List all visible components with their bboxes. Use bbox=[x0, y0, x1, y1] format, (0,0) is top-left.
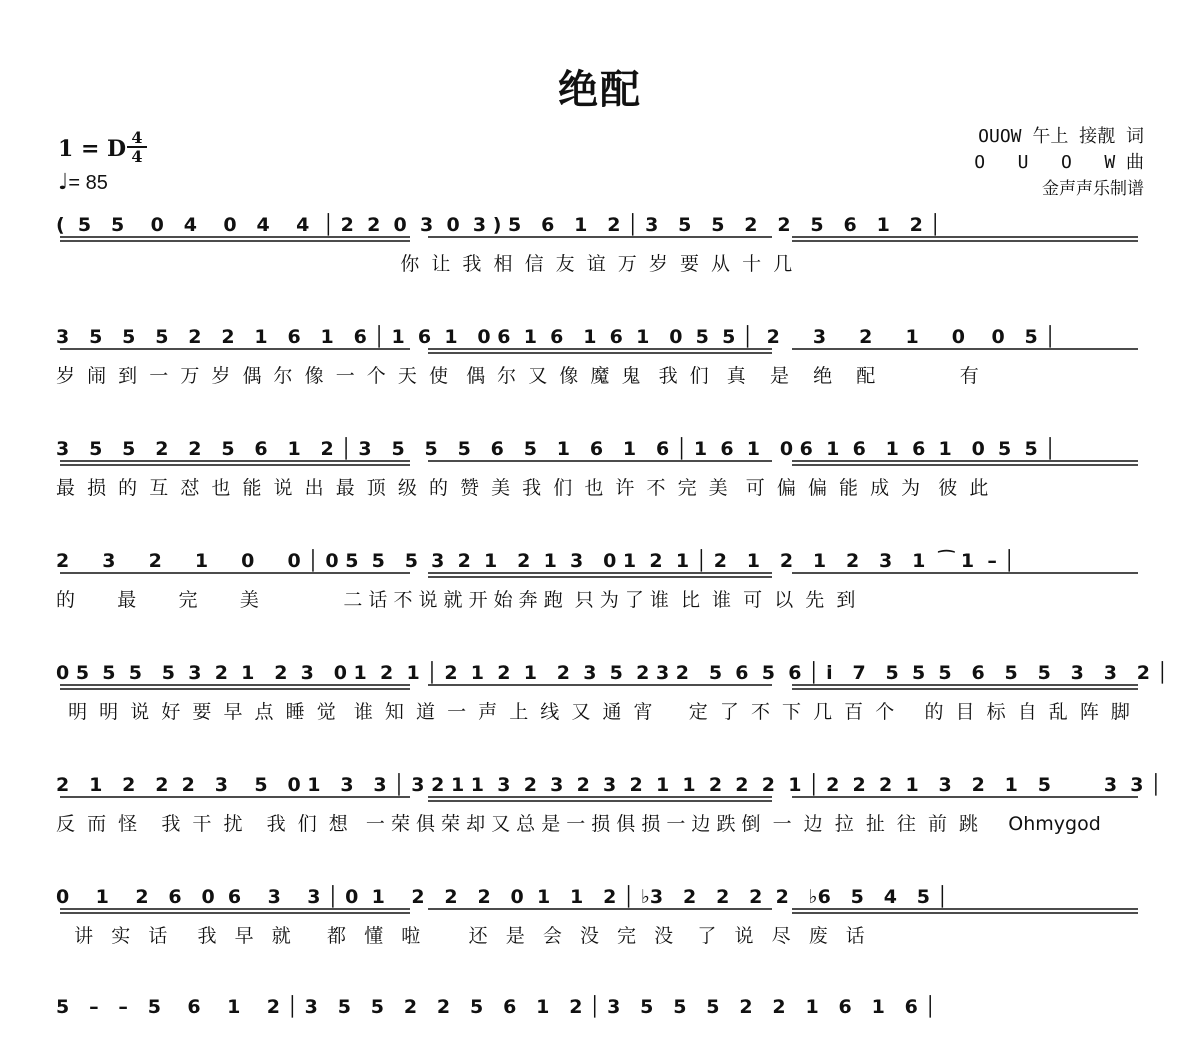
notation-line: 0 1 2 6 0 6 3 3 │ 0 1 2 2 2 0 1 1 2 │ ♭3 2 2 2 2 ♭6 5 4 5 │ bbox=[56, 886, 949, 908]
lyrics-line: 反 而 怪 我 干 扰 我 们 想 一 荣 俱 荣 却 又 总 是 一 损 俱 损 一 边 跌 倒 一 边 拉 扯 往 前 跳 Ohmygod bbox=[56, 813, 1101, 835]
notation-line: ( 5 5 0 4 0 4 4 │ 2 2 0 3 0 3 ) 5 6 1 2 │ 3 5 5 2 2 5 6 1 2 │ bbox=[56, 214, 941, 236]
quarter-note-icon: ♩ bbox=[58, 170, 69, 195]
lyrics-line: 最 损 的 互 怼 也 能 说 出 最 顶 级 的 赞 美 我 们 也 许 不 完 美 可 偏 偏 能 成 为 彼 此 bbox=[56, 477, 989, 499]
publisher-credit: 金声声乐制谱 bbox=[1042, 179, 1144, 199]
credits bbox=[974, 124, 1144, 202]
notation-line: 0 5 5 5 5 3 2 1 2 3 0 1 2 1 │ 2 1 2 1 2 3 5 2 3 2 5 6 5 6 │ i 7 5 5 5 6 5 5 3 3 2 │ bbox=[56, 662, 1169, 684]
time-signature-bottom: 4 bbox=[131, 147, 143, 166]
song-title: 绝配 bbox=[558, 67, 642, 113]
time-signature bbox=[125, 130, 149, 164]
notation-line: 2 3 2 1 0 0 │ 0 5 5 5 3 2 1 2 1 3 0 1 2 1 │ 2 1 2 1 2 3 1 ⁀ 1 – │ bbox=[56, 550, 1015, 572]
lyrics-line: 的 最 完 美 二 话 不 说 就 开 始 奔 跑 只 为 了 谁 比 谁 可 以 先 到 bbox=[56, 589, 856, 611]
lyrics-line bbox=[56, 1030, 1146, 1062]
notation-line: 3 5 5 5 2 2 1 6 1 6 │ 1 6 1 0 6 1 6 1 6 1 0 5 5 │ 2 3 2 1 0 0 5 │ bbox=[56, 326, 1056, 348]
tempo-value: = 85 bbox=[68, 172, 108, 194]
tempo-marking bbox=[58, 170, 108, 195]
lyrics-line: 你 让 我 相 信 友 谊 万 岁 要 从 十 几 bbox=[56, 253, 793, 275]
composer-credit: O U O W 曲 bbox=[974, 152, 1144, 173]
notation-line: 3 5 5 2 2 5 6 1 2 │ 3 5 5 5 6 5 1 6 1 6 │ 1 6 1 0 6 1 6 1 6 1 0 5 5 │ bbox=[56, 438, 1056, 460]
notation-line: 2 1 2 2 2 3 5 0 1 3 3 │ 3 2 1 1 3 2 3 2 3 2 1 1 2 2 2 1 │ 2 2 2 1 3 2 1 5 3 3 │ bbox=[56, 774, 1162, 796]
lyrics-line: 岁 闹 到 一 万 岁 偶 尔 像 一 个 天 使 偶 尔 又 像 魔 鬼 我 们 真 是 绝 配 有 bbox=[56, 365, 979, 387]
key-signature: 1 = D bbox=[58, 136, 127, 162]
notation-line: 5 – – 5 6 1 2 │ 3 5 5 2 2 5 6 1 2 │ 3 5 5 5 2 2 1 6 1 6 │ bbox=[56, 996, 936, 1018]
lyrics-line: 明 明 说 好 要 早 点 睡 觉 谁 知 道 一 声 上 线 又 通 宵 定 了 不 下 几 百 个 的 目 标 自 乱 阵 脚 bbox=[56, 701, 1130, 723]
time-signature-top: 4 bbox=[131, 128, 143, 147]
lyrics-line: 讲 实 话 我 早 就 都 懂 啦 还 是 会 没 完 没 了 说 尽 废 话 bbox=[56, 925, 865, 947]
lyricist-credit: OUOW 午上 接靓 词 bbox=[978, 126, 1144, 147]
